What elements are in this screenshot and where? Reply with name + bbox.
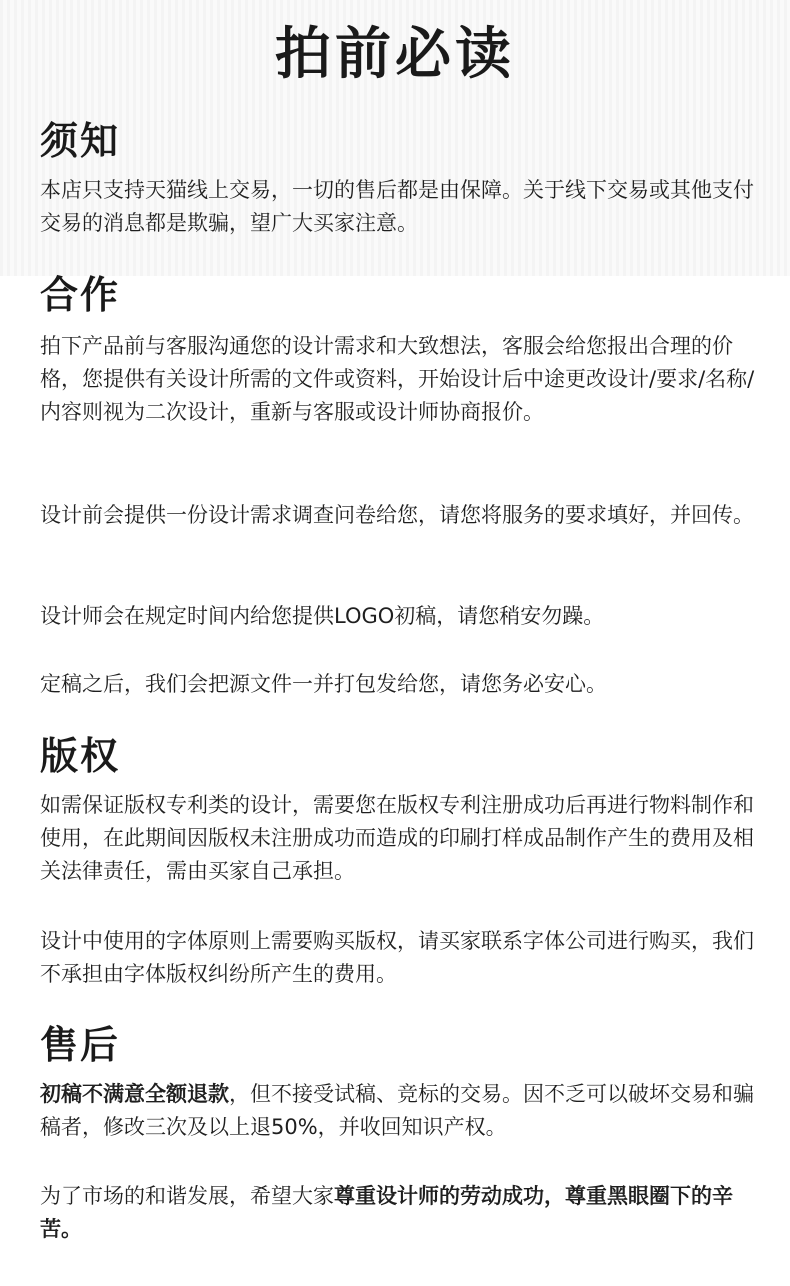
respect-designer-emphasis: 尊重设计师的劳动成功，尊重黑眼圈下的辛苦。 (40, 1184, 733, 1241)
heading-notice: 须知 (40, 119, 121, 163)
cooperation-paragraph-1: 拍下产品前与客服沟通您的设计需求和大致想法，客服会给您报出合理的价格，您提供有关设计所需的文件或资料，开始设计后中途更改设计/要求/名称/内容则视为二次设计，重新与客服或设计师协商报价。 (40, 334, 755, 424)
cooperation-paragraph-2: 设计前会提供一份设计需求调查问卷给您，请您将服务的要求填好，并回传。 (40, 503, 754, 527)
heading-aftersale: 售后 (40, 1023, 121, 1067)
full-refund-emphasis: 初稿不满意全额退款 (40, 1082, 229, 1106)
copyright-paragraph-2: 设计中使用的字体原则上需要购买版权，请买家联系字体公司进行购买，我们不承担由字体版权纠纷所产生的费用。 (40, 929, 754, 986)
cooperation-paragraph-3: 设计师会在规定时间内给您提供LOGO初稿，请您稍安勿躁。 (40, 604, 605, 628)
copyright-paragraph-1: 如需保证版权专利类的设计，需要您在版权专利注册成功后再进行物料制作和使用，在此期间因版权未注册成功而造成的印刷打样成品制作产生的费用及相关法律责任，需由买家自己承担。 (40, 793, 754, 883)
aftersale-paragraph-1 (40, 1078, 755, 1144)
heading-cooperation: 合作 (40, 273, 121, 317)
aftersale-paragraph-2-text: 为了市场的和谐发展，希望大家 (40, 1184, 334, 1208)
aftersale-paragraph-2 (40, 1180, 755, 1246)
notice-paragraph: 本店只支持天猫线上交易，一切的售后都是由保障。关于线下交易或其他支付交易的消息都是欺骗，望广大买家注意。 (40, 178, 754, 235)
aftersale-paragraph-1-text: ，但不接受试稿、竞标的交易。因不乏可以破坏交易和骗稿者，修改三次及以上退50%，并收回知识产权。 (40, 1082, 754, 1139)
cooperation-paragraph-4: 定稿之后，我们会把源文件一并打包发给您，请您务必安心。 (40, 672, 607, 696)
page-title: 拍前必读 (275, 22, 515, 87)
heading-copyright: 版权 (40, 734, 121, 778)
